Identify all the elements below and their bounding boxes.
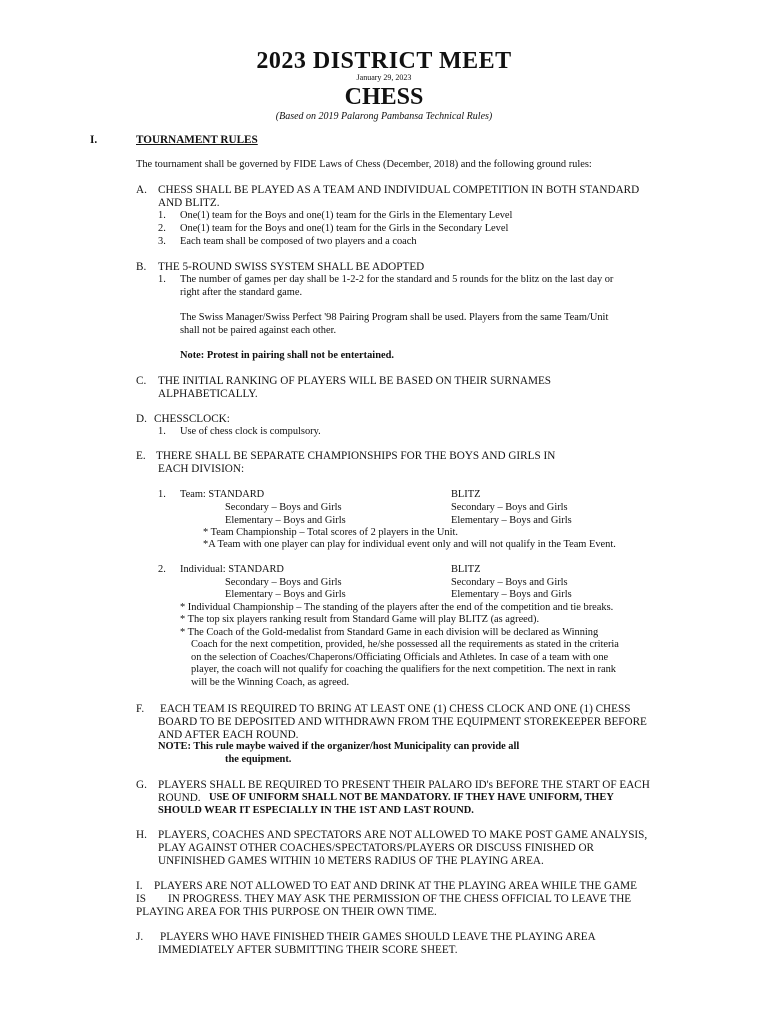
rule-d-item: Use of chess clock is compulsory. [180, 426, 321, 437]
rule-b-item-number: 1. [158, 274, 166, 285]
team-secondary-standard: Secondary – Boys and Girls [225, 502, 342, 513]
rule-j-label: J. [136, 931, 144, 943]
section-number: I. [90, 134, 98, 146]
rule-j-text-1: PLAYERS WHO HAVE FINISHED THEIR GAMES SHOULD LEAVE THE PLAYING AREA [160, 931, 596, 943]
rule-a-item-number: 3. [158, 236, 166, 247]
individual-secondary-blitz: Secondary – Boys and Girls [451, 577, 568, 588]
rule-b-item-line-1: The number of games per day shall be 1-2-2 for the standard and 5 rounds for the blitz on the last day or [180, 274, 614, 285]
document-date: January 29, 2023 [356, 73, 412, 82]
section-intro: The tournament shall be governed by FIDE Laws of Chess (December, 2018) and the following ground rules: [136, 159, 592, 170]
rule-a-text-1: CHESS SHALL BE PLAYED AS A TEAM AND INDIVIDUAL COMPETITION IN BOTH STANDARD [158, 184, 640, 196]
individual-note-3-line-5: will be the Winning Coach, as agreed. [191, 677, 350, 688]
individual-note-2: * The top six players ranking result from Standard Game will play BLITZ (as agreed). [180, 614, 540, 625]
document-basis: (Based on 2019 Palarong Pambansa Technical Rules) [275, 111, 493, 122]
individual-note-3-line-2: Coach for the next competition, provided, he/she possessed all the requirements as stated in the criteria [191, 639, 619, 650]
rule-a-text-2: AND BLITZ. [158, 197, 220, 209]
rule-f-label: F. [136, 703, 145, 715]
rule-f-note-2: the equipment. [225, 754, 292, 765]
rule-c-text-1: THE INITIAL RANKING OF PLAYERS WILL BE BASED ON THEIR SURNAMES [158, 375, 552, 387]
rule-f-text-2: BOARD TO BE DEPOSITED AND WITHDRAWN FROM THE EQUIPMENT STOREKEEPER BEFORE [158, 716, 647, 728]
rule-i-label: I. [136, 880, 143, 892]
rule-g-text-3: SHOULD WEAR IT ESPECIALLY IN THE 1ST AND LAST ROUND. [158, 805, 474, 816]
rule-g-text-2a: ROUND. [158, 792, 201, 804]
rule-d-item-number: 1. [158, 426, 166, 437]
individual-note-3-line-3: on the selection of Coaches/Chaperons/Officiating Officials and Athletes. In case of a team with one [191, 652, 609, 663]
individual-blitz-label: BLITZ [451, 564, 481, 575]
rule-b-paragraph-line-1: The Swiss Manager/Swiss Perfect '98 Pairing Program shall be used. Players from the same Team/Unit [180, 312, 609, 323]
team-blitz-label: BLITZ [451, 489, 481, 500]
rule-f-note-1: NOTE: This rule maybe waived if the organizer/host Municipality can provide all [158, 741, 520, 752]
individual-note-1: * Individual Championship – The standing of the players after the end of the competition and tie breaks. [180, 602, 614, 613]
rule-g-text-1: PLAYERS SHALL BE REQUIRED TO PRESENT THEIR PALARO ID's BEFORE THE START OF EACH [158, 779, 650, 791]
rule-b-paragraph-line-2: shall not be paired against each other. [180, 325, 337, 336]
rule-h-text-1: PLAYERS, COACHES AND SPECTATORS ARE NOT ALLOWED TO MAKE POST GAME ANALYSIS, [158, 829, 648, 841]
rule-a-item-number: 1. [158, 210, 166, 221]
team-note-1: * Team Championship – Total scores of 2 players in the Unit. [203, 527, 459, 538]
rule-h-text-2: PLAY AGAINST OTHER COACHES/SPECTATORS/PLAYERS OR DISCUSS FINISHED OR [158, 842, 595, 854]
rule-c-text-2: ALPHABETICALLY. [158, 388, 258, 400]
rule-e-text-2: EACH DIVISION: [158, 463, 245, 475]
rule-h-text-3: UNFINISHED GAMES WITHIN 10 METERS RADIUS OF THE PLAYING AREA. [158, 855, 544, 867]
individual-number: 2. [158, 564, 166, 575]
team-secondary-blitz: Secondary – Boys and Girls [451, 502, 568, 513]
document-subtitle: CHESS [344, 84, 424, 110]
rule-f-text-3: AND AFTER EACH ROUND. [158, 729, 299, 741]
rule-b-item-line-2: right after the standard game. [180, 287, 303, 298]
rule-e-text-1: THERE SHALL BE SEPARATE CHAMPIONSHIPS FOR THE BOYS AND GIRLS IN [156, 450, 556, 462]
rule-a-label: A. [136, 184, 147, 196]
team-number: 1. [158, 489, 166, 500]
rule-i-text-2a: IS [136, 893, 146, 905]
rule-e-label: E. [136, 450, 146, 462]
rule-g-label: G. [136, 779, 147, 791]
rule-a-item: One(1) team for the Boys and one(1) team for the Girls in the Elementary Level [180, 210, 513, 221]
rule-c-label: C. [136, 375, 147, 387]
rule-b-label: B. [136, 261, 147, 273]
individual-note-3-line-1: * The Coach of the Gold-medalist from Standard Game in each division will be declared as Winning [180, 627, 599, 638]
rule-j-text-2: IMMEDIATELY AFTER SUBMITTING THEIR SCORE SHEET. [158, 944, 458, 956]
rule-b-text: THE 5-ROUND SWISS SYSTEM SHALL BE ADOPTED [158, 261, 425, 273]
individual-secondary-standard: Secondary – Boys and Girls [225, 577, 342, 588]
rule-i-text-1: PLAYERS ARE NOT ALLOWED TO EAT AND DRINK AT THE PLAYING AREA WHILE THE GAME [154, 880, 637, 892]
individual-standard-label: Individual: STANDARD [180, 564, 284, 575]
section-heading: TOURNAMENT RULES [136, 134, 258, 146]
rule-d-text: CHESSCLOCK: [154, 413, 230, 425]
document-title: 2023 DISTRICT MEET [256, 48, 512, 74]
rule-a-item: One(1) team for the Boys and one(1) team for the Girls in the Secondary Level [180, 223, 509, 234]
individual-elementary-blitz: Elementary – Boys and Girls [451, 589, 572, 600]
rule-f-text-1: EACH TEAM IS REQUIRED TO BRING AT LEAST ONE (1) CHESS CLOCK AND ONE (1) CHESS [160, 703, 631, 715]
team-elementary-standard: Elementary – Boys and Girls [225, 515, 346, 526]
rule-d-label: D. [136, 413, 147, 425]
individual-note-3-line-4: player, the coach will not qualify for coaching the qualifiers for the next competition. The next in rank [191, 664, 616, 675]
rule-a-item: Each team shall be composed of two players and a coach [180, 236, 417, 247]
rule-i-text-2b: IN PROGRESS. THEY MAY ASK THE PERMISSION OF THE CHESS OFFICIAL TO LEAVE THE [168, 893, 632, 905]
team-elementary-blitz: Elementary – Boys and Girls [451, 515, 572, 526]
rule-h-label: H. [136, 829, 147, 841]
individual-elementary-standard: Elementary – Boys and Girls [225, 589, 346, 600]
team-standard-label: Team: STANDARD [180, 489, 265, 500]
rule-i-text-3: PLAYING AREA FOR THIS PURPOSE ON THEIR OWN TIME. [136, 906, 437, 918]
rule-b-note: Note: Protest in pairing shall not be entertained. [180, 350, 394, 361]
team-note-2: *A Team with one player can play for individual event only and will not qualify in the Team Event. [203, 539, 616, 550]
rule-a-item-number: 2. [158, 223, 166, 234]
rule-g-text-2b: USE OF UNIFORM SHALL NOT BE MANDATORY. IF THEY HAVE UNIFORM, THEY [209, 792, 614, 803]
